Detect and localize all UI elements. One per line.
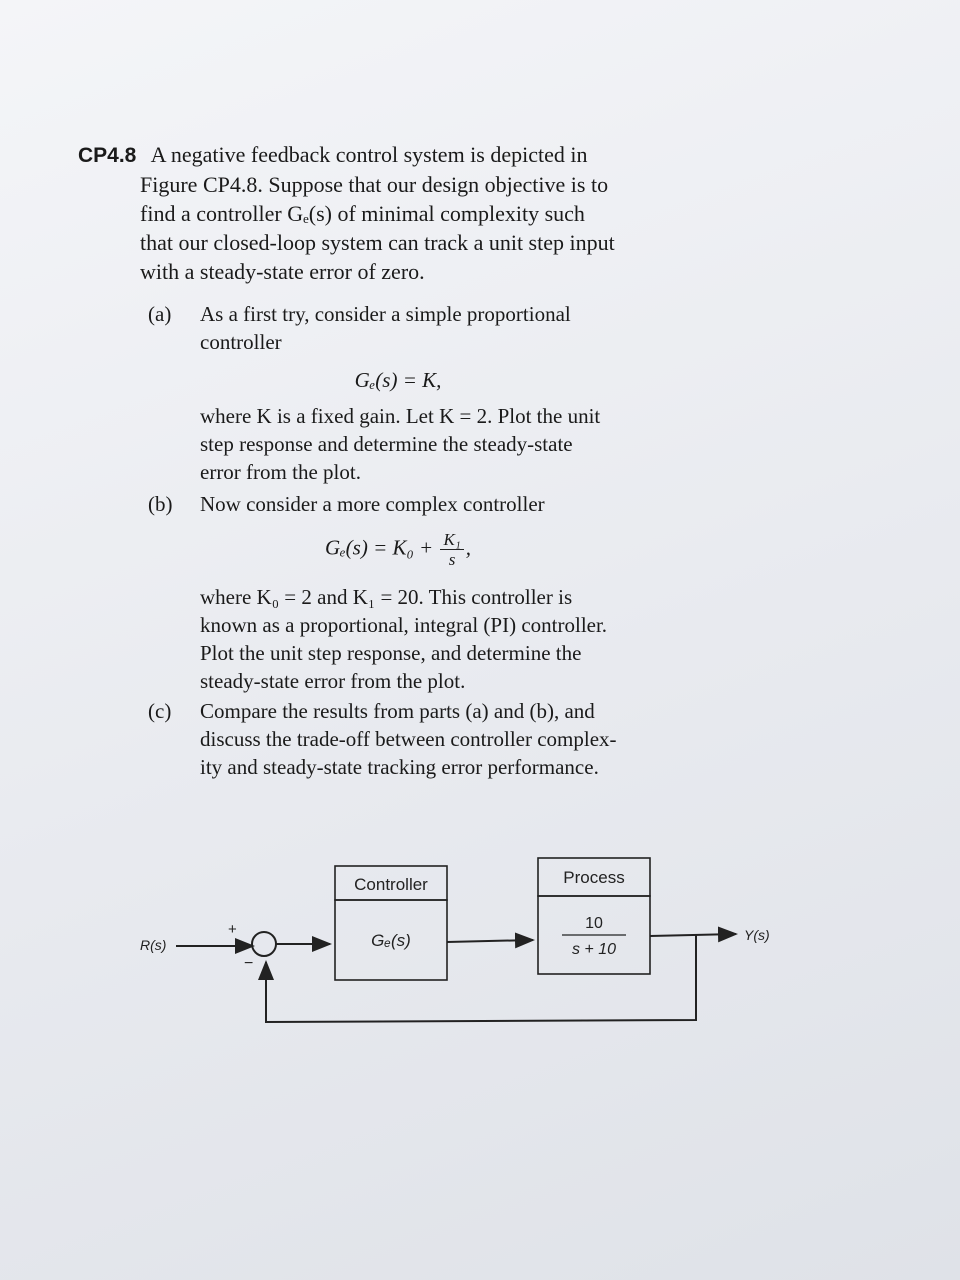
output-label: Y(s) (744, 927, 770, 943)
feedback-path (266, 935, 696, 1022)
plus-sign: + (228, 921, 237, 938)
statement-line: find a controller Gₑ(s) of minimal complexity such (140, 201, 585, 226)
part-a-equation: Gₑ(s) = K, (354, 368, 442, 392)
part-b-equation (78, 530, 718, 569)
part-b-label: (b) (148, 492, 173, 516)
block-diagram-svg (140, 850, 820, 1040)
part-b-after-line: steady-state error from the plot. (200, 669, 466, 693)
statement-line: Figure CP4.8. Suppose that our design objective is to (140, 172, 609, 197)
statement-line: that our closed-loop system can track a unit step input (140, 230, 615, 255)
part-c-label: (c) (148, 699, 172, 723)
part-b-eq-numerator: K₁ (440, 530, 463, 550)
part-a-intro (200, 300, 718, 356)
part-a-intro-line: controller (200, 330, 282, 354)
problem-page (78, 140, 718, 781)
part-b-after (200, 583, 718, 695)
part-a-after-line: error from the plot. (200, 460, 361, 484)
process-title: Process (563, 868, 625, 887)
part-b-after-line: Plot the unit step response, and determine the (200, 641, 582, 665)
part-c-line: Compare the results from parts (a) and (b), and (200, 699, 595, 723)
problem-first-line: A negative feedback control system is depicted in (150, 142, 588, 167)
output-arrow (650, 934, 736, 936)
controller-transfer-function: Gₑ(s) (371, 931, 411, 950)
problem-number: CP4.8 (78, 144, 137, 167)
part-b-after-line: where K₀ = 2 and K₁ = 20. This controller is (200, 585, 573, 609)
part-c-text (200, 697, 718, 781)
part-b-eq-lhs: Gₑ(s) = K₀ + (325, 535, 434, 560)
controller-title: Controller (354, 875, 428, 894)
part-a-label: (a) (148, 302, 172, 326)
part-a-after-line: where K is a fixed gain. Let K = 2. Plot the unit (200, 404, 601, 428)
part-b (78, 490, 718, 695)
part-b-intro: Now consider a more complex controller (200, 492, 545, 516)
part-c-line: discuss the trade-off between controller complex- (200, 727, 617, 751)
part-a (78, 300, 718, 486)
part-a-after (200, 402, 718, 486)
problem-header (78, 140, 718, 170)
process-numerator: 10 (585, 915, 603, 932)
part-b-eq-tail: , (465, 535, 471, 560)
part-a-intro-line: As a first try, consider a simple proportional (200, 302, 571, 326)
part-b-after-line: known as a proportional, integral (PI) controller. (200, 613, 608, 637)
problem-statement (140, 170, 718, 286)
part-b-eq-denominator: s (448, 550, 456, 569)
minus-sign: − (244, 955, 254, 972)
process-denominator: s + 10 (571, 941, 617, 958)
part-c (78, 697, 718, 781)
control-signal-arrow (447, 940, 533, 942)
block-diagram (140, 850, 820, 1040)
part-b-eq-fraction (440, 530, 463, 569)
part-a-after-line: step response and determine the steady-state (200, 432, 573, 456)
statement-line: with a steady-state error of zero. (140, 259, 425, 284)
part-c-line: ity and steady-state tracking error performance. (200, 755, 599, 779)
summing-junction (252, 932, 276, 956)
input-label: R(s) (140, 937, 167, 953)
